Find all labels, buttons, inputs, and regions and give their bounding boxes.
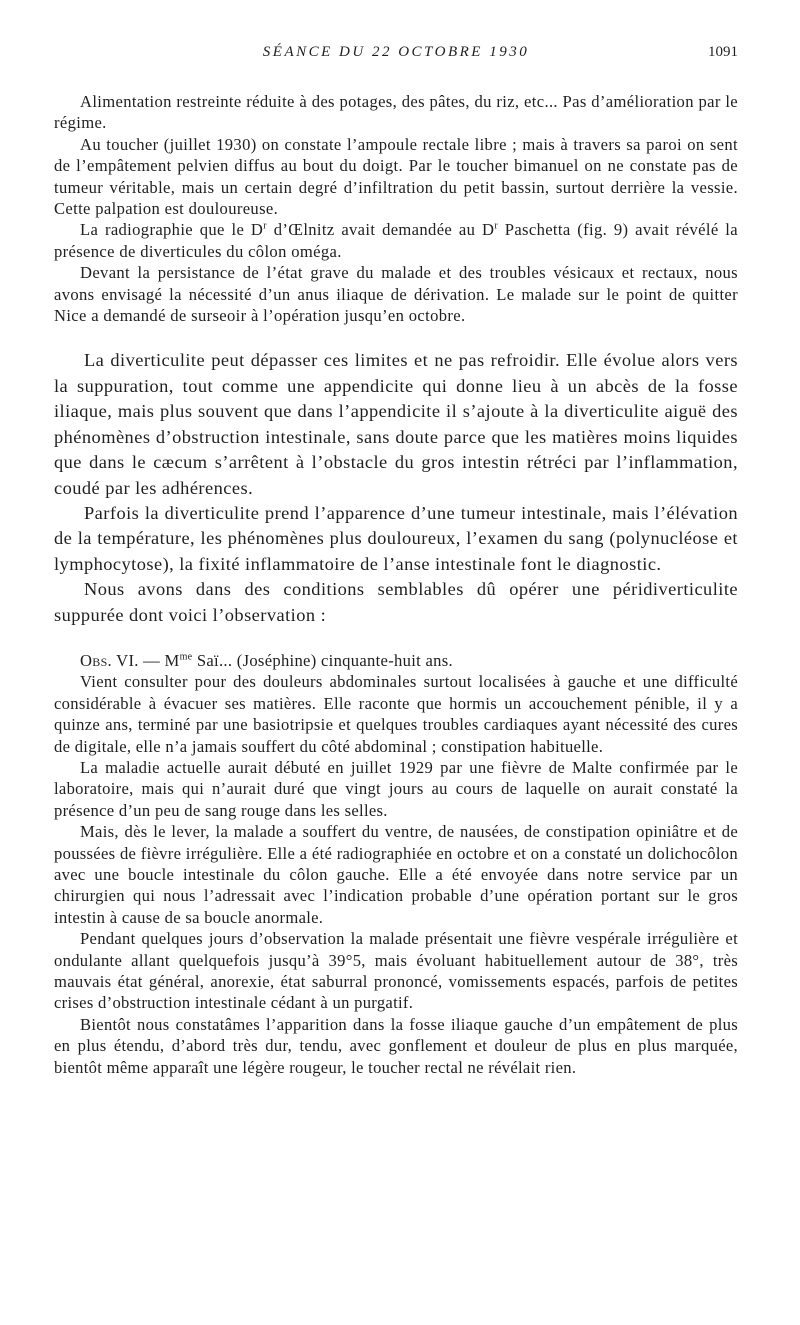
text-fragment: Saï... (Joséphine) cinquante-huit ans. [192, 650, 453, 670]
paragraph: Parfois la diverticulite prend l’apparence d’une tumeur intestinale, mais l’élévation de la température, les phénomènes plus douloureux, l’examen du sang (polynucléose et lymphocytose), la fixité inflammatoire de l’anse intestinale font le diagnostic. [54, 502, 738, 574]
paragraph: La diverticulite peut dépasser ces limites et ne pas refroidir. Elle évolue alors vers la suppuration, tout comme une appendicite qui donne lieu à un abcès de la fosse iliaque, mais plus souvent que dans l’appendicite il s’ajoute à la diverticulite aiguë des phénomènes d’obstruction intestinale, sans doute parce que les matières moins liquides que dans le cæcum s’arrêtent à l’obstacle du gros intestin rétréci par l’inflammation, coudé par les adhérences. [54, 350, 738, 498]
text-fragment: d’Œlnitz avait demandée au D [266, 220, 495, 240]
page-number: 1091 [708, 44, 738, 60]
observation-label: Obs. VI. [80, 650, 139, 670]
paragraph: Pendant quelques jours d’observation la malade présentait une fièvre vespérale irrégulière et ondulante allant quelquefois jusqu’à 39°5, mais évoluant habituellement autour de 38°, très mauvais état général, anorexie, état saburral prononcé, vomissements espacés, parfois de petites crises d’obstruction intestinale cédant à un purgatif. [54, 929, 738, 1013]
paragraph: Devant la persistance de l’état grave du malade et des troubles vésicaux et rectaux, nous avons envisagé la nécessité d’un anus iliaque de dérivation. Le malade sur le point de quitter Nice a demandé de surseoir à l’opération jusqu’en octobre. [54, 263, 738, 326]
main-text [54, 348, 738, 627]
page [54, 0, 738, 1078]
paragraph: Vient consulter pour des douleurs abdominales surtout localisées à gauche et une difficulté considérable à évacuer ses matières. Elle raconte que hormis un accouchement pénible, il y a quinze ans, terminé par une basiotripsie et quelques troubles cardiaques ayant nécessité des cures de digitale, elle n’a jamais souffert du côté abdominal ; constipation habituelle. [54, 672, 738, 756]
text-fragment: La radiographie que le D [80, 220, 264, 240]
paragraph: Mais, dès le lever, la malade a souffert du ventre, de nausées, de constipation opiniâtre et de poussées de fièvre irrégulière. Elle a été radiographiée en octobre et on a constaté un dolichocôlon avec une boucle intestinale du côlon gauche. Elle a été envoyée dans notre service par un chirurgien qui nous l’adressait avec l’indication probable d’une opération portant sur le gros intestin à cause de sa boucle anormale. [54, 822, 738, 927]
paragraph: Bientôt nous constatâmes l’apparition dans la fosse iliaque gauche d’un empâtement de plus en plus étendu, d’abord très dur, tendu, avec gonflement et douleur de plus en plus marquée, bientôt même apparaît une légère rougeur, le toucher rectal ne révélait rien. [54, 1014, 738, 1077]
running-title: SÉANCE DU 22 OCTOBRE 1930 [262, 44, 530, 60]
observation-heading [54, 650, 738, 671]
paragraph: La maladie actuelle aurait débuté en juillet 1929 par une fièvre de Malte confirmée par le laboratoire, mais qui n’aurait duré que vingt jours au cours de laquelle on aurait constaté la présence d’un peu de sang rouge dans les selles. [54, 757, 738, 820]
paragraph: Alimentation restreinte réduite à des potages, des pâtes, du riz, etc... Pas d’amélioration par le régime. [54, 92, 738, 133]
text-fragment: — M [138, 650, 180, 670]
case-continuation [54, 91, 738, 326]
superscript: r [494, 220, 498, 232]
observation [54, 650, 738, 1078]
text-fragment: Paschetta (fig. 9) avait révélé la présence de diverticules du côlon oméga. [54, 220, 738, 261]
paragraph [54, 219, 738, 262]
superscript: r [263, 220, 267, 232]
paragraph: Au toucher (juillet 1930) on constate l’ampoule rectale libre ; mais à travers sa paroi on sent de l’empâtement pelvien diffus au bout du doigt. Par le toucher bimanuel on ne constate pas de tumeur véritable, mais un certain degré d’infiltration du petit bassin, surtout derrière la vessie. Cette palpation est douloureuse. [54, 134, 738, 219]
superscript: me [179, 651, 193, 663]
paragraph: Nous avons dans des conditions semblables dû opérer une péridiverticulite suppurée dont voici l’observation : [54, 579, 738, 625]
running-head [54, 44, 738, 74]
